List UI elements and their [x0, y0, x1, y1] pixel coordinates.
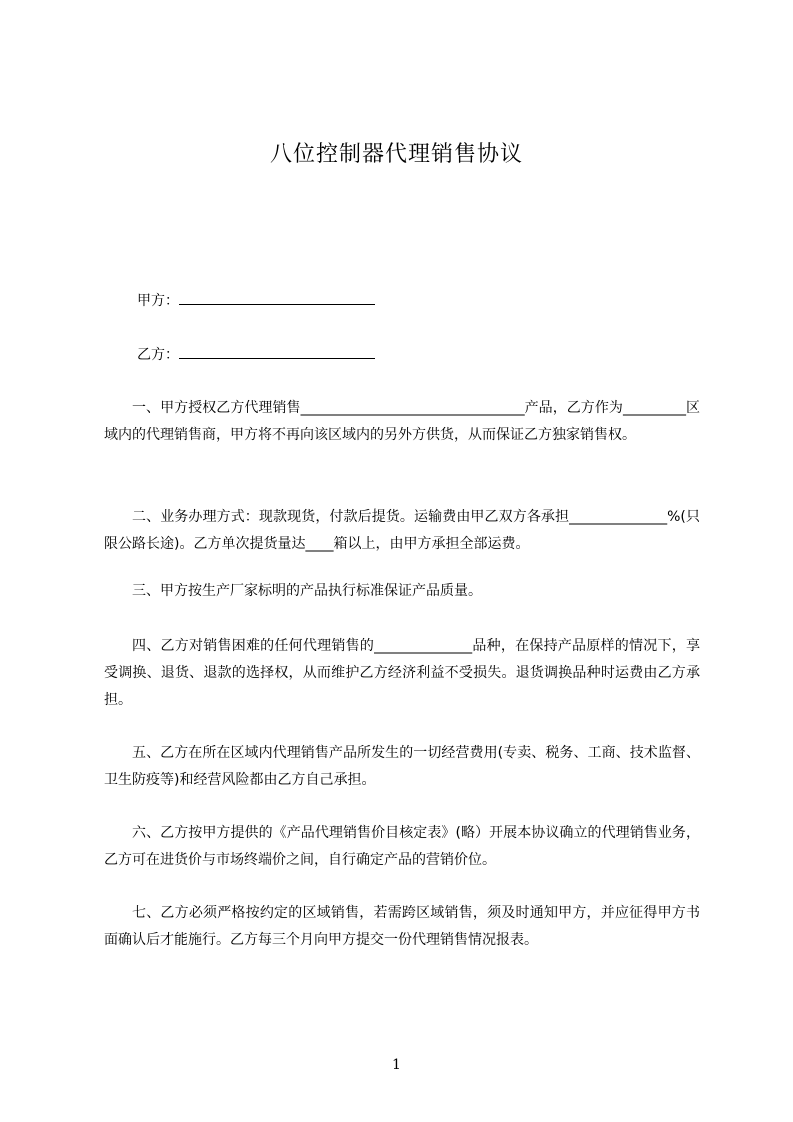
clause-5: 五、乙方在所在区域内代理销售产品所发生的一切经营费用(专卖、税务、工商、技术监督、卫生防疫等)和经营风险都由乙方自己承担。 — [104, 745, 700, 788]
clause-3: 三、甲方按生产厂家标明的产品执行标准保证产品质量。 — [132, 583, 482, 599]
party-a-blank — [179, 290, 375, 305]
party-b-label: 乙方： — [137, 347, 179, 363]
party-a-row — [137, 290, 375, 311]
party-a-label: 甲方： — [137, 293, 179, 309]
clause-2: 二、业务办理方式：现款现货，付款后提货。运输费由甲乙双方各承担______________%(只限公路长途)。乙方单次提货量达____箱以上，由甲方承担全部运费。 — [104, 509, 700, 552]
clause-6: 六、乙方按甲方提供的《产品代理销售价目核定表》(略）开展本协议确立的代理销售业务，乙方可在进货价与市场终端价之间，自行确定产品的营销价位。 — [104, 825, 700, 868]
clause-1: 一、甲方授权乙方代理销售________________________________产品，乙方作为_________区域内的代理销售商，甲方将不再向该区域内的另外方供货，从而保证乙方独家销售权。 — [104, 400, 700, 443]
clause-4: 四、乙方对销售困难的任何代理销售的______________品种，在保持产品原样的情况下，享受调换、退货、退款的选择权，从而维护乙方经济利益不受损失。退货调换品种时运费由乙方承担。 — [104, 638, 700, 708]
page-number: 1 — [392, 1057, 401, 1073]
document-title: 八位控制器代理销售协议 — [269, 142, 523, 167]
party-b-blank — [179, 344, 375, 359]
clause-7: 七、乙方必须严格按约定的区域销售，若需跨区域销售，须及时通知甲方，并应征得甲方书面确认后才能施行。乙方每三个月向甲方提交一份代理销售情况报表。 — [104, 905, 700, 948]
party-b-row — [137, 344, 375, 365]
